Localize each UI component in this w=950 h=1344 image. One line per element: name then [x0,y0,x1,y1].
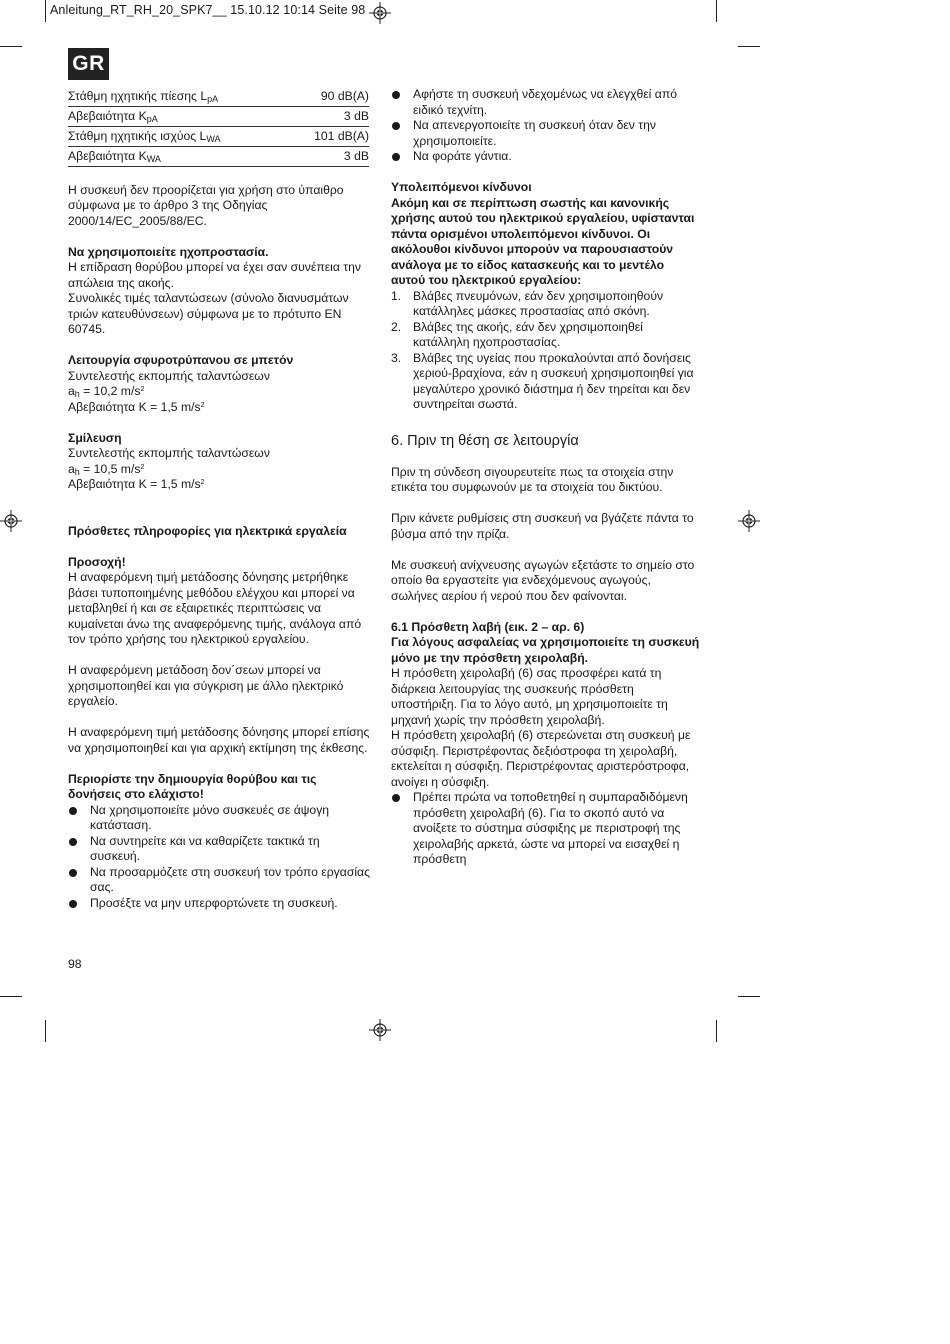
residual-risks-heading: Υπολειπόμενοι κίνδυνοι [391,180,532,194]
spec-label: Αβεβαιότητα $K_{pA}$ [68,107,289,127]
spec-value: 90 dB(A) [289,87,369,107]
detector-text: Με συσκευή ανίχνευσης αγωγών εξετάστε το σημείο στο οποίο θα εργαστείτε για ενδεχόμενους αγωγούς, σωλήνες αερίου ή νερού που δεν φαίνονται. [391,557,695,603]
registration-mark-icon [369,1019,391,1041]
spec-value: 101 dB(A) [289,127,369,147]
residual-risks-intro: Ακόμη και σε περίπτωση σωστής και κανονικής χρήσης αυτού του ηλεκτρικού εργαλείου, υφίστανται πάντα ορισμένοι υπολειπόμενοι κίνδυνοι. Οι ακόλουθοι κίνδυνοι μπορούν να παρουσιαστούν ανάλογα με το είδος κατασκευής και το μεντέλο αυτού του ηλεκτρικού εργαλείου: [391,195,695,287]
list-item: Πρέπει πρώτα να τοποθετηθεί η συμπαραδιδόμενη πρόσθετη χειρολαβή (6). Για το σκοπό αυτό να ανοίξετε το σύστημα σύσφιξης με περιστροφή της χειρολαβής αρκετά, ώστε να μπορεί να εισαχθεί η πρόσθετη [391,790,701,868]
label-check-text: Πριν τη σύνδεση σιγουρευτείτε πως τα στοιχεία στην ετικέτα του συμφωνούν με τα στοιχεία του δικτύου. [391,464,674,494]
table-row [68,107,369,127]
crop-mark [716,0,717,22]
section-6-1-text-2: Η πρόσθετη χειρολαβή (6) στερεώνεται στη συσκευή με σύσφιξη. Περιστρέφοντας δεξιόστροφα τη χειρολαβή, εκτελείται η σύσφιξη. Περιστρέφοντας αριστερόστροφα, ανοίγει η σύσφιξη. [391,728,691,789]
left-column [68,87,370,911]
section-6-1-warning: Για λόγους ασφαλείας να χρησιμοποιείτε τη συσκευή μόνο με την πρόσθετη χειρολαβή. [391,635,700,665]
noise-spec-table [68,87,369,167]
crop-mark [738,46,760,47]
list-item: 2. Βλάβες της ακοής, εάν δεν χρησιμοποιηθεί κατάλληλη ηχοπροστασίας. [391,319,643,349]
hearing-protection-text: Η επίδραση θορύβου μπορεί να έχει σαν συνέπεια την απώλεια της ακοής. [68,260,361,290]
hammer-ah-value: $a_h = 10,2$ $m/s^2$ [68,384,145,399]
section-6-1-text: Η πρόσθετη χειρολαβή (6) σας προσφέρει κατά τη διάρκεια λειτουργίας της συσκευής πρόσθετη υποστήριξη. Για το λόγο αυτό, μη χρησιμοποιείτε τη μηχανή χωρίς την πρόσθετη χειρολαβή. [391,666,668,727]
registration-mark-icon [738,510,760,532]
section-6-1-heading: 6.1 Πρόσθετη λαβή (εικ. 2 – αρ. 6) [391,619,585,634]
page-number: 98 [68,957,82,971]
handle-list [391,790,701,868]
list-item: 1. Βλάβες πνευμόνων, εάν δεν χρησιμοποιηθούν κατάλληλες μάσκες προστασίας από σκόνη. [391,288,664,318]
table-row [68,87,369,107]
safety-list [391,87,701,165]
crop-mark [45,1020,46,1042]
list-item: Αφήστε τη συσκευή νδεχομένως να ελεγχθεί από ειδικό τεχνίτη. [391,87,701,118]
print-header: Anleitung_RT_RH_20_SPK7__ 15.10.12 10:14 Seite 98 [50,3,366,17]
limit-noise-heading: Περιορίστε την δημιουργία θορύβου και τις δονήσεις στο ελάχιστο! [68,771,317,801]
assessment-text: Η αναφερόμενη τιμή μετάδοσης δόνησης μπορεί επίσης να χρησιμοποιηθεί και για αρχική εκτίμηση της έκθεσης. [68,725,370,755]
extra-info-heading: Πρόσθετες πληροφορίες για ηλεκτρικά εργαλεία [68,523,347,538]
crop-mark [716,1020,717,1042]
hammer-uncertainty: Αβεβαιότητα K = 1,5 $m/s^2$ [68,399,205,414]
list-item: Προσέξτε να μην υπερφορτώνετε τη συσκευή. [68,896,370,912]
list-item: Να φοράτε γάντια. [391,149,701,165]
list-item: Να απενεργοποιείτε τη συσκευή όταν δεν την χρησιμοποιείτε. [391,118,701,149]
spec-label: Αβεβαιότητα $K_{WA}$ [68,147,289,167]
crop-mark [45,0,46,22]
table-row [68,147,369,167]
list-item: 3. Βλάβες της υγείας που προκαλούνται από δονήσεις χεριού-βραχίονα, εάν η συσκευή χρησιμοποιηθεί για μεγαλύτερο χρονικό διάστημα ή δεν τηρείται και δεν συντηρείται σωστά. [391,350,694,411]
hammer-emission-label: Συντελεστής εκπομπής ταλαντώσεων [68,368,270,383]
chisel-uncertainty: Αβεβαιότητα K = 1,5 $m/s^2$ [68,477,205,491]
list-item: Να χρησιμοποιείτε μόνο συσκευές σε άψογη κατάσταση. [68,803,370,834]
chisel-ah-value: $a_h = 10,5$ $m/s^2$ [68,461,145,477]
crop-mark [0,996,22,997]
limit-noise-list [68,803,370,912]
chiselling-heading: Σμίλευση [68,430,122,445]
spec-label: Στάθμη ηχητικής πίεσης $L_{pA}$ [68,87,289,107]
caution-heading: Προσοχή! [68,554,126,569]
spec-value: 3 dB [289,107,369,127]
hearing-protection-heading: Να χρησιμοποιείτε ηχοπροστασία. [68,244,269,259]
vibration-total-text: Συνολικές τιμές ταλαντώσεων (σύνολο διανυσμάτων τριών κατευθύνσεων) σύμφωνα με το πρότυπο EN 60745. [68,291,349,336]
spec-label: Στάθμη ηχητικής ισχύος $L_{WA}$ [68,127,289,147]
crop-mark [738,996,760,997]
hammer-drill-heading: Λειτουργία σφυροτρύπανου σε μπετόν [68,353,294,367]
caution-text: Η αναφερόμενη τιμή μετάδοσης δόνησης μετρήθηκε βάσει τυποποιημένης μεθόδου ελέγχου και μπορεί να μεταβληθεί ή και σε εξαιρετικές περιπτώσεις να κυμαίνεται άνω της αναφερόμενης τιμής, ανάλογα από τον τρόπο χρήσης του ηλεκτρικού εργαλείου. [68,570,362,646]
spec-value: 3 dB [289,147,369,167]
section-6-heading: 6. Πριν τη θέση σε λειτουργία [391,432,579,449]
unplug-text: Πριν κάνετε ρυθμίσεις στη συσκευή να βγάζετε πάντα το βύσμα από την πρίζα. [391,511,694,541]
list-item: Να συντηρείτε και να καθαρίζετε τακτικά τη συσκευή. [68,834,370,865]
chisel-emission-label: Συντελεστής εκπομπής ταλαντώσεων [68,446,270,460]
list-item: Να προσαρμόζετε στη συσκευή τον τρόπο εργασίας σας. [68,865,370,896]
outdoor-notice: Η συσκευή δεν προορίζεται για χρήση στο ύπαιθρο σύμφωνα με το άρθρο 3 της Οδηγίας 2000/14/EC_2005/88/EC. [68,182,344,228]
language-badge: GR [68,48,109,80]
right-column [391,87,701,868]
registration-mark-icon [369,2,391,24]
registration-mark-icon [0,510,22,532]
residual-risks-list [391,289,701,413]
table-row [68,127,369,147]
crop-mark [0,46,22,47]
comparison-text: Η αναφερόμενη μετάδοση δον΄σεων μπορεί να χρησιμοποιηθεί και για σύγκριση με άλλο ηλεκτρικό εργαλείο. [68,663,344,708]
